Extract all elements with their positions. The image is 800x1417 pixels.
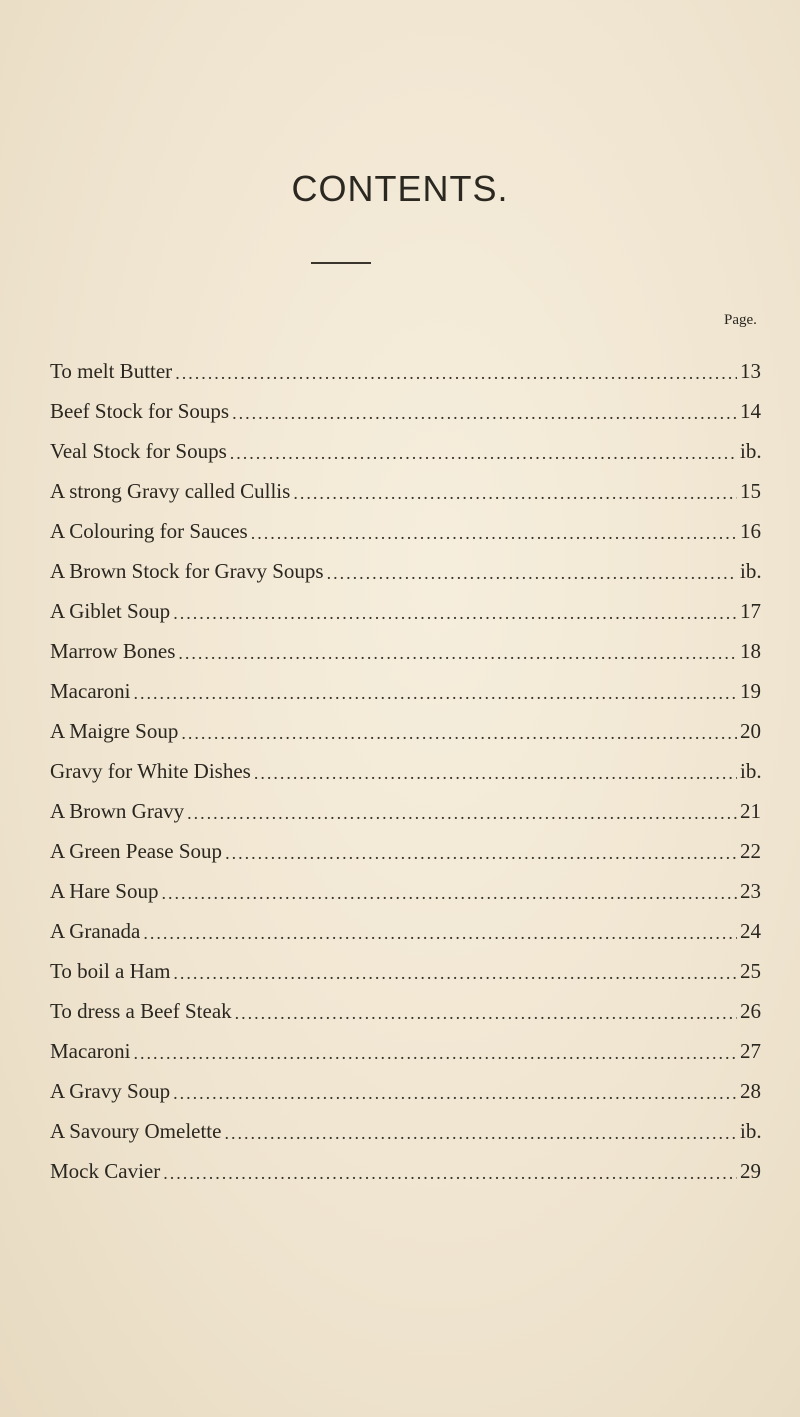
contents-entry <box>50 1144 762 1184</box>
entry-title: Macaroni <box>50 1039 131 1063</box>
dot-leader <box>133 1043 737 1064</box>
dot-leader <box>163 1163 737 1184</box>
entry-title: A Savoury Omelette <box>50 1119 222 1143</box>
dot-leader <box>230 443 737 464</box>
dot-leader <box>225 843 737 864</box>
entry-page: 18 <box>740 639 761 663</box>
entry-page: 16 <box>740 519 761 543</box>
entry-title: A Colouring for Sauces <box>50 519 248 543</box>
dot-leader <box>162 883 738 904</box>
contents-entry <box>50 904 762 944</box>
contents-entry <box>50 624 762 664</box>
contents-entry <box>50 384 762 424</box>
dot-leader <box>232 403 737 424</box>
entry-page: 22 <box>740 839 761 863</box>
entry-title: A Green Pease Soup <box>50 839 223 863</box>
contents-entry <box>50 1104 762 1144</box>
page-column-label: Page. <box>724 312 757 328</box>
entry-title: A Maigre Soup <box>50 719 179 743</box>
entry-title: Marrow Bones <box>50 639 176 663</box>
entry-page: ib. <box>740 759 762 783</box>
contents-entry <box>50 984 762 1024</box>
contents-entry <box>50 344 762 384</box>
entry-title: A Giblet Soup <box>50 599 171 623</box>
contents-entry <box>50 744 762 784</box>
entry-page: 23 <box>740 879 761 903</box>
contents-entry <box>50 824 762 864</box>
dot-leader <box>173 963 737 984</box>
contents-list <box>50 344 762 1184</box>
entry-page: 21 <box>740 799 761 823</box>
dot-leader <box>224 1123 737 1144</box>
contents-entry <box>50 864 762 904</box>
entry-page: 24 <box>740 919 761 943</box>
dot-leader <box>254 763 737 784</box>
entry-page: 14 <box>740 399 761 423</box>
dot-leader <box>178 643 737 664</box>
contents-entry <box>50 424 762 464</box>
entry-page: 15 <box>740 479 761 503</box>
dot-leader <box>235 1003 737 1024</box>
entry-page: 17 <box>740 599 761 623</box>
entry-page: 25 <box>740 959 761 983</box>
contents-entry <box>50 944 762 984</box>
entry-title: A Granada <box>50 919 141 943</box>
entry-title: A Brown Stock for Gravy Soups <box>50 559 324 583</box>
entry-page: 19 <box>740 679 761 703</box>
entry-page: 20 <box>740 719 761 743</box>
entry-page: ib. <box>740 559 762 583</box>
entry-title: To boil a Ham <box>50 959 171 983</box>
dot-leader <box>327 563 737 584</box>
contents-entry <box>50 464 762 504</box>
entry-title: Gravy for White Dishes <box>50 759 251 783</box>
entry-page: ib. <box>740 1119 762 1143</box>
entry-title: A Brown Gravy <box>50 799 185 823</box>
dot-leader <box>173 1083 737 1104</box>
entry-title: Beef Stock for Soups <box>50 399 230 423</box>
contents-entry <box>50 504 762 544</box>
entry-page: 28 <box>740 1079 761 1103</box>
dot-leader <box>251 523 737 544</box>
contents-entry <box>50 1064 762 1104</box>
entry-page: ib. <box>740 439 762 463</box>
contents-entry <box>50 544 762 584</box>
entry-title: A Gravy Soup <box>50 1079 171 1103</box>
contents-entry <box>50 704 762 744</box>
entry-title: A Hare Soup <box>50 879 159 903</box>
entry-title: Macaroni <box>50 679 131 703</box>
contents-entry <box>50 584 762 624</box>
entry-title: To dress a Beef Steak <box>50 999 232 1023</box>
dot-leader <box>173 603 737 624</box>
dot-leader <box>133 683 737 704</box>
page-title: CONTENTS. <box>291 168 509 209</box>
entry-page: 27 <box>740 1039 761 1063</box>
dot-leader <box>175 363 737 384</box>
entry-page: 13 <box>740 359 761 383</box>
contents-entry <box>50 784 762 824</box>
entry-page: 29 <box>740 1159 761 1183</box>
contents-entry <box>50 664 762 704</box>
entry-title: Mock Cavier <box>50 1159 161 1183</box>
entry-title: To melt Butter <box>50 359 173 383</box>
entry-page: 26 <box>740 999 761 1023</box>
dot-leader <box>293 483 737 504</box>
entry-title: A strong Gravy called Cullis <box>50 479 291 503</box>
dot-leader <box>143 923 737 944</box>
contents-entry <box>50 1024 762 1064</box>
dot-leader <box>181 723 737 744</box>
entry-title: Veal Stock for Soups <box>50 439 227 463</box>
title-rule <box>311 262 371 264</box>
dot-leader <box>187 803 737 824</box>
